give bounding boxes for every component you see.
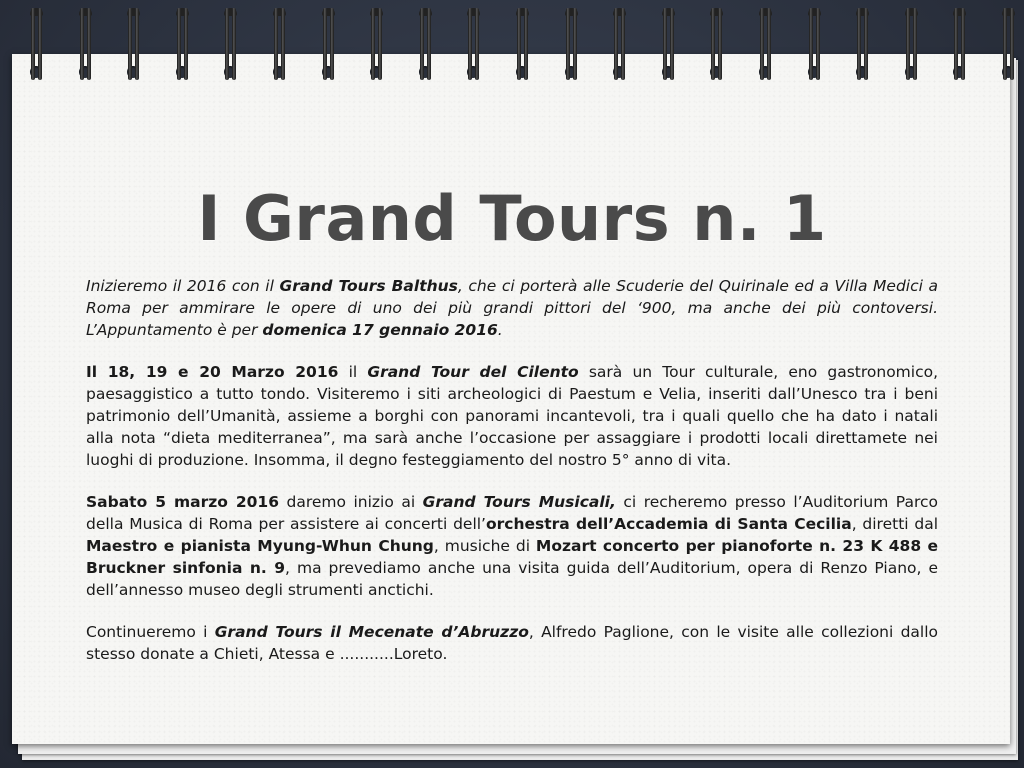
text-segment: Mozart concerto per pianoforte n. 23 K 488 e Bruckner sinfonia n. 9 [86, 537, 939, 577]
spiral-ring-icon [513, 8, 531, 90]
spiral-ring-icon [902, 8, 920, 90]
spiral-ring-icon [270, 8, 288, 90]
text-segment: Il 18, 19 e 20 Marzo 2016 [86, 363, 339, 381]
text-segment: Grand Tours il Mecenate d’Abruzzo [214, 623, 529, 641]
text-segment: domenica 17 gennaio 2016 [262, 321, 498, 339]
text-segment: orchestra dell’Accademia di Santa Cecilia [486, 515, 852, 533]
text-segment: Maestro e pianista Myung-Whun Chung [86, 537, 434, 555]
spiral-ring-icon [367, 8, 385, 90]
text-segment: Grand Tour del Cilento [367, 363, 579, 381]
text-segment: , musiche di [433, 537, 536, 555]
text-segment: Grand Tours Musicali, [422, 493, 616, 511]
spiral-ring-icon [221, 8, 239, 90]
spiral-ring-icon [853, 8, 871, 90]
text-segment: , ma prevediamo anche una visita guida dell’Auditorium, opera di Renzo Piano, e dell’annesso museo degli strumenti anctichi. [86, 559, 938, 599]
spiral-ring-icon [124, 8, 142, 90]
spiral-ring-icon [173, 8, 191, 90]
spiral-ring-icon [707, 8, 725, 90]
text-segment: Grand Tours Balthus [279, 277, 458, 295]
text-segment: . [497, 321, 503, 339]
spiral-ring-icon [659, 8, 677, 90]
text-segment: il [338, 363, 368, 381]
text-segment: daremo inizio ai [279, 493, 423, 511]
slide-body [86, 275, 938, 685]
text-segment: , che ci porterà alle Scuderie del Quirinale ed a Villa Medici a Roma per ammirare le opere di uno dei più grandi pittori del ‘900, ma anche dei più contoversi. L’Appuntamento è per [86, 277, 938, 339]
text-segment: , diretti dal [851, 515, 939, 533]
spiral-binding [0, 0, 1024, 100]
spiral-ring-icon [76, 8, 94, 90]
spiral-ring-icon [464, 8, 482, 90]
body-paragraph [86, 621, 938, 665]
text-segment: , Alfredo Paglione, con le visite alle collezioni dallo stesso donate a Chieti, Atessa e ...........Loreto. [86, 623, 939, 663]
spiral-ring-icon [805, 8, 823, 90]
slide-title: I Grand Tours n. 1 [197, 181, 827, 255]
spiral-ring-icon [562, 8, 580, 90]
text-segment: Continueremo i [86, 623, 215, 641]
text-segment: Inizieremo il 2016 con il [86, 277, 280, 295]
spiral-ring-icon [27, 8, 45, 90]
text-segment: sarà un Tour culturale, eno gastronomico, paesaggistico a tutto tondo. Visiteremo i siti archeologici di Paestum e Velia, inseriti dall’Unesco tra i beni patrimonio dell’Umanità, assieme a borghi con panorami incantevoli, tra i quali quello che ha dato i natali alla nota “dieta mediterranea”, ma sarà anche l’occasione per assaggiare i prodotti locali direttamete nei luoghi di produzione. Insomma, il degno festeggiamento del nostro 5° anno di vita. [86, 363, 939, 469]
body-paragraph [86, 275, 938, 341]
spiral-ring-icon [950, 8, 968, 90]
spiral-ring-icon [319, 8, 337, 90]
text-segment: Sabato 5 marzo 2016 [86, 493, 279, 511]
spiral-ring-icon [756, 8, 774, 90]
spiral-ring-icon [416, 8, 434, 90]
text-segment: ci recheremo presso l’Auditorium Parco della Musica di Roma per assistere ai concerti dell’ [86, 493, 938, 533]
body-paragraph [86, 491, 938, 601]
body-paragraph [86, 361, 938, 471]
spiral-ring-icon [999, 8, 1017, 90]
spiral-ring-icon [610, 8, 628, 90]
